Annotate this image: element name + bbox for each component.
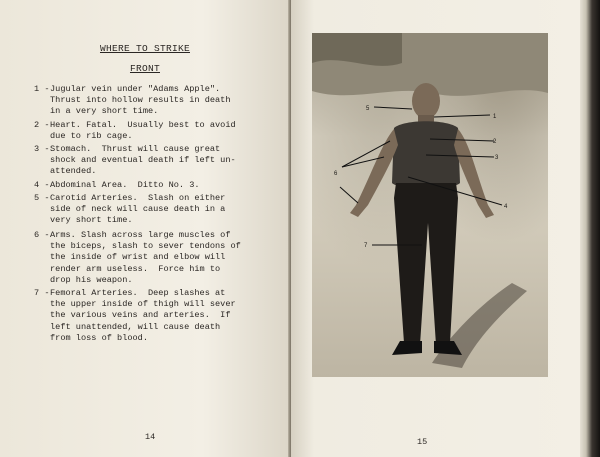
right-arm-shape (454, 129, 494, 218)
trousers-shape (394, 183, 458, 345)
head-shape (412, 83, 440, 119)
pointer-line (374, 107, 412, 109)
item-text: Jugular vein under "Adams Apple". Thrust into hollow results in death in a very short time. (50, 84, 231, 117)
list-item (34, 230, 284, 286)
page-subtitle: FRONT (129, 63, 160, 74)
figure-label: 1 (493, 114, 497, 120)
item-number: 3 - (34, 144, 50, 154)
item-text: Femoral Arteries. Deep slashes at the upper inside of thigh will sever the various veins and arteries. If left unattended, will cause death from loss of blood. (50, 288, 236, 343)
list-item (34, 180, 284, 191)
person-figure (350, 83, 494, 355)
item-number: 5 - (34, 193, 50, 203)
item-number: 4 - (34, 180, 50, 190)
item-number: 6 - (34, 230, 50, 240)
item-number: 7 - (34, 288, 50, 298)
left-shoe-shape (392, 341, 422, 355)
item-number: 2 - (34, 120, 50, 130)
item-text: Heart. Fatal. Usually best to avoid due to rib cage. (50, 120, 236, 142)
left-page (0, 0, 290, 457)
item-text: Abdominal Area. Ditto No. 3. (50, 180, 200, 190)
item-text: Arms. Slash across large muscles of the biceps, slash to sever tendons of the inside of wrist and elbow will render arm useless. Force him to drop his weapon. (50, 230, 241, 285)
figure-illustration (312, 33, 548, 377)
item-text: Stomach. Thrust will cause great shock and eventual death if left un- attended. (50, 144, 236, 177)
item-text: Carotid Arteries. Slash on either side of neck will cause death in a very short time. (50, 193, 226, 226)
figure-label: 6 (334, 171, 338, 177)
list-item (34, 288, 284, 344)
figure-label: 2 (493, 139, 497, 145)
list-item (34, 120, 284, 142)
page-number: 15 (417, 437, 428, 447)
figure-label: 4 (504, 204, 508, 210)
left-arm-shape (350, 129, 398, 217)
list-item (34, 193, 284, 227)
item-number: 1 - (34, 84, 50, 94)
list-item (34, 144, 284, 178)
page-number: 14 (145, 432, 156, 442)
figure-photo (312, 33, 548, 377)
list-item (34, 84, 284, 118)
figure-label: 7 (364, 243, 368, 249)
figure-label: 5 (366, 106, 370, 112)
pointer-line (340, 187, 358, 203)
figure-label: 3 (495, 155, 499, 161)
book-edge (580, 0, 600, 457)
page-title: WHERE TO STRIKE (99, 43, 190, 54)
pointer-line (434, 115, 490, 117)
